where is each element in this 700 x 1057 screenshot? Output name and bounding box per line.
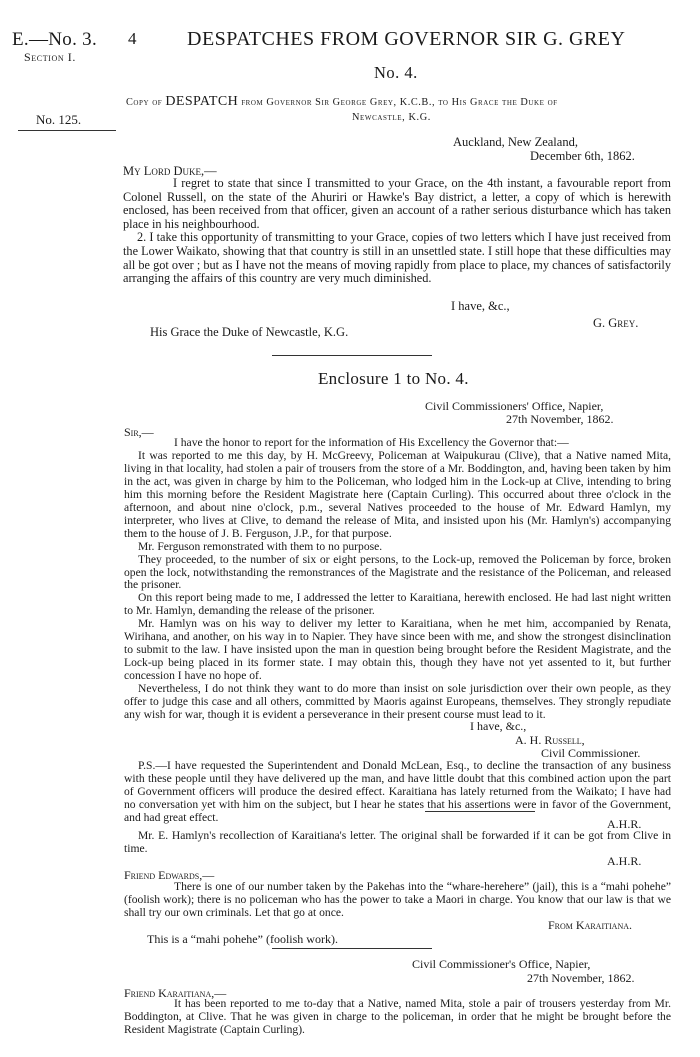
hamlyn-note-text: Mr. E. Hamlyn's recollection of Karaitiana's letter. The original shall be forwarded if it can be got from Clive in time. <box>124 829 671 855</box>
section-label: Section I. <box>24 50 76 64</box>
initials-1: A.H.R. <box>607 817 642 831</box>
enclosure-paragraph-7: Nevertheless, I do not think they want to do more than insist on sole jurisdiction over their own people, as they offer to judge this case and all others, committed by Maoris against Europeans, themselves. They strongly repudiate any wish for war, though it is evident a perseverance in their present course must lead to it. <box>124 682 671 722</box>
initials-2: A.H.R. <box>607 854 642 868</box>
enclosure-signatory-title: Civil Commissioner. <box>541 746 641 760</box>
caption-copy-of: Copy of <box>126 97 163 108</box>
section-code: E.—No. 3. <box>12 29 98 50</box>
page-number: 4 <box>128 29 137 48</box>
friend-karaitiana-salutation: Friend Karaitiana,— <box>124 986 227 1000</box>
enclosure-office: Civil Commissioners' Office, Napier, <box>425 399 604 413</box>
despatch-paragraph-2: 2. I take this opportunity of transmitting to your Grace, copies of two letters which I have just received from the Lower Waikato, showing that that country is still in an unsettled state. I still hope that these difficulties may all be got over ; but as I have not the means of moving rapidly from place to place, my chances of satisfactorily arranging the affairs of this country are very much diminished. <box>123 230 671 286</box>
despatch-addressee: His Grace the Duke of Newcastle, K.G. <box>150 325 349 339</box>
reply-letter-text: It has been reported to me to-day that a Native, named Mita, stole a pair of trousers yesterday from Mr. Boddington, at Clive. That he was given in charge to the policeman, in order that he might be brought before the Resident Magistrate (Captain Curling). <box>124 997 671 1036</box>
enclosure-paragraph-2: It was reported to me this day, by H. McGreevy, Policeman at Waipukurau (Clive), that a Native named Mita, living in that locality, had stolen a pair of trousers from the store of a Mr. Boddington, and, having been taken by him in the act, was given in charge by him to the Policeman, who lodged him in the Lock-up at Clive, intending to bring him this morning before the Resident Magistrate here (Captain Curling). This occurred about three o'clock in the afternoon, and about nine o'clock, p.m., several Natives proceeded to the house of Mr. Edward Hamlyn, my interpreter, who lives at Clive, to demand the release of Mita, and insisted upon his (Mr. Hamlyn's) accompanying them to the house of J. B. Ferguson, J.P., for that purpose. <box>124 448 671 540</box>
letter-divider <box>272 948 432 949</box>
margin-number: No. 125. <box>36 112 82 127</box>
mahi-pohehe-note: This is a “mahi pohehe” (foolish work). <box>147 932 338 946</box>
enclosure-paragraph-3: Mr. Ferguson remonstrated with them to no purpose. <box>138 539 383 553</box>
postscript-text: P.S.—I have requested the Superintendent and Donald McLean, Esq., to decline the transaction of any business with these people until they have delivered up the man, and have little doubt that this combined action upon the part of Government officers will produce the desired effect. Karaitiana has lately returned from the Waikato; I have had no conversation yet with him on the subject, but I hear he states that his assertions were in favor of the Government, and had great effect. <box>124 759 671 824</box>
despatch-closing: I have, &c., <box>451 299 510 313</box>
enclosure-body <box>124 437 671 722</box>
despatch-date: December 6th, 1862. <box>530 149 635 163</box>
postscript <box>124 760 671 825</box>
despatch-caption <box>126 94 674 110</box>
karaitiana-from: From Karaitiana. <box>548 918 633 932</box>
karaitiana-letter <box>124 881 671 920</box>
hamlyn-note <box>124 830 671 856</box>
despatch-number-heading: No. 4. <box>374 63 418 82</box>
second-date: 27th November, 1862. <box>527 971 635 985</box>
despatch-signature: G. Grey. <box>593 316 639 330</box>
section-divider <box>272 355 432 356</box>
enclosure-paragraph-5: On this report being made to me, I addressed the letter to Karaitiana, herewith enclosed. He had last night written to Mr. Hamlyn, demanding the release of the prisoner. <box>124 591 671 618</box>
reply-letter <box>124 998 671 1037</box>
despatch-body <box>123 177 671 286</box>
caption-from: from Governor Sir George Grey, K.C.B., to His Grace the Duke of <box>241 97 558 108</box>
second-office: Civil Commissioner's Office, Napier, <box>412 957 591 971</box>
enclosure-date: 27th November, 1862. <box>506 412 614 426</box>
postscript-rule <box>425 811 535 812</box>
enclosure-salutation: Sir,— <box>124 425 154 439</box>
caption-despatch: DESPATCH <box>165 94 239 109</box>
running-title: DESPATCHES FROM GOVERNOR SIR G. GREY <box>187 28 626 50</box>
enclosure-signature: A. H. Russell, <box>515 733 585 747</box>
friend-edwards-salutation: Friend Edwards,— <box>124 868 215 882</box>
despatch-paragraph-1: I regret to state that since I transmitted to your Grace, on the 4th instant, a favourable report from Colonel Russell, on the state of the Ahuriri or Hawke's Bay district, a letter, a copy of which is herewith enclosed, has been received from that officer, given an account of a rather serious disturbance which has taken place in his neighbourhood. <box>123 176 671 231</box>
despatch-caption-line2: Newcastle, K.G. <box>352 112 431 123</box>
margin-rule <box>18 130 116 131</box>
enclosure-heading: Enclosure 1 to No. 4. <box>318 369 469 388</box>
despatch-salutation: My Lord Duke,— <box>123 164 217 178</box>
enclosure-closing: I have, &c., <box>470 719 527 733</box>
enclosure-paragraph-1: I have the honor to report for the information of His Excellency the Governor that:— <box>174 436 569 449</box>
despatch-place: Auckland, New Zealand, <box>453 135 578 149</box>
karaitiana-letter-text: There is one of our number taken by the Pakehas into the “whare-herehere” (jail), this is a “mahi pohehe” (foolish work); there is no policeman who has the power to take a Maori in charge. You know that our law is that we shall try our own criminals. Let that go at once. <box>124 880 671 919</box>
enclosure-paragraph-4: They proceeded, to the number of six or eight persons, to the Lock-up, removed the Policeman by force, broken open the lock, notwithstanding the remonstrances of the Magistrate and the resistance of the Policeman, and released the prisoner. <box>124 552 671 592</box>
enclosure-paragraph-6: Mr. Hamlyn was on his way to deliver my letter to Karaitiana, when he met him, accompanied by Renata, Wirihana, and another, on his way in to Napier. They have since been with me, and show the strongest disinclination to submit to the law. I have insisted upon the man in question being brought before the Resident Magistrate, and the Lock-up being placed in its former state. I may obtain this, though they have not yet assented to it, but further concession I have no hope of. <box>124 617 671 683</box>
